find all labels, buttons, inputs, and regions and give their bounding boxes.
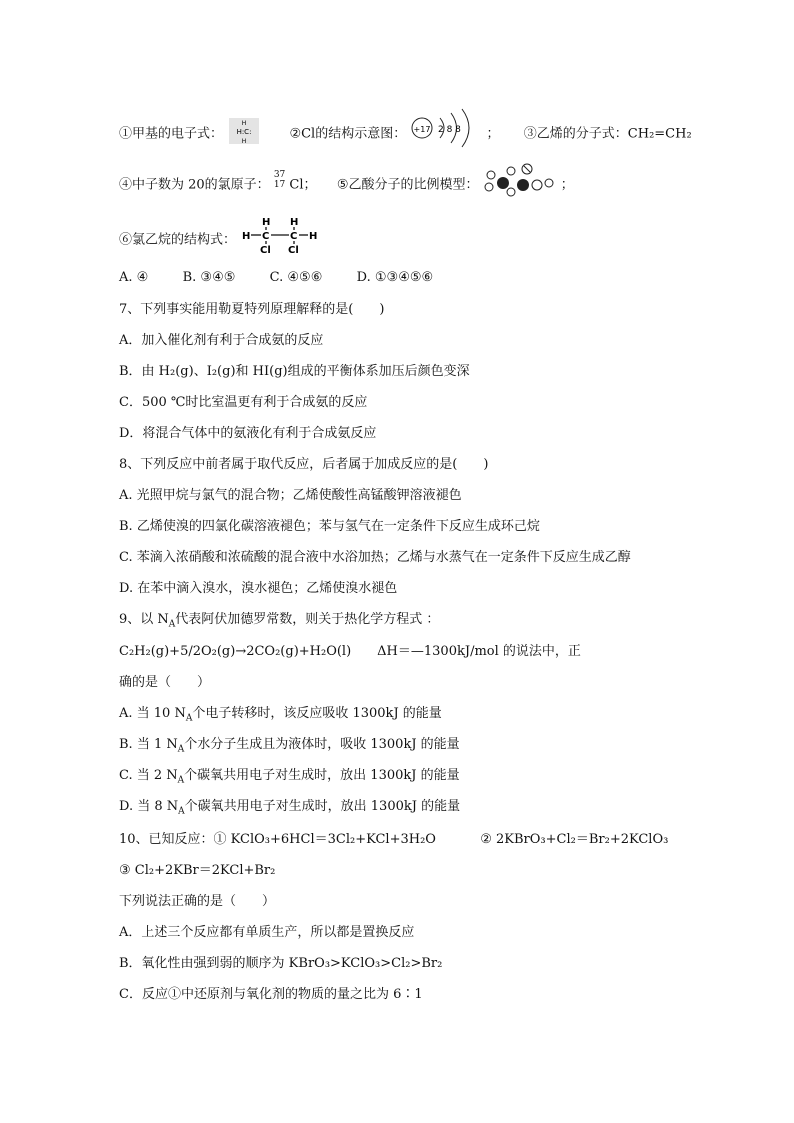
q6-row-1 — [119, 120, 692, 148]
svg-text:H: H — [290, 217, 299, 228]
isotope-mass-number: 37 — [273, 170, 286, 180]
q7-option-b: B．由 H₂(g)、I₂(g)和 HI(g)组成的平衡体系加压后颜色变深 — [119, 364, 470, 379]
q9-option-c — [119, 769, 460, 786]
methyl-electron-formula-figure — [227, 117, 261, 145]
q6-item2-label: ②Cl的结构示意图： — [289, 126, 407, 142]
cl-nucleus-charge: +17 — [413, 125, 431, 134]
q6-item1-label: ①甲基的电子式： — [119, 126, 224, 142]
cl-shell-electrons: 2 8 8 — [438, 125, 462, 135]
q10-option-b: B．氧化性由强到弱的顺序为 KBrO₃>KClO₃>Cl₂>Br₂ — [119, 956, 443, 971]
q9-option-d-part-b: 个碳氧共用电子对生成时，放出 1300kJ 的能量 — [184, 799, 461, 814]
isotope-notation — [274, 170, 285, 190]
isotope-atomic-number: 17 — [273, 180, 286, 190]
q10-reaction-3: ③ Cl₂+2KBr＝2KCl+Br₂ — [119, 863, 276, 878]
q9-option-c-subscript: A — [177, 775, 185, 786]
q7-stem: 7、下列事实能用勒夏特列原理解释的是( ) — [119, 302, 385, 317]
svg-text:H: H — [241, 120, 247, 127]
q9-option-d-subscript: A — [178, 806, 185, 817]
q7-option-a: A．加入催化剂有利于合成氨的反应 — [119, 333, 324, 348]
q6-item3: ③乙烯的分子式：CH₂=CH₂ — [523, 126, 692, 142]
q10-stem — [119, 833, 668, 846]
svg-text:Cl: Cl — [260, 245, 271, 254]
isotope-symbol: Cl； — [289, 177, 317, 193]
svg-text:Cl: Cl — [288, 245, 299, 254]
q8-stem: 8、下列反应中前者属于取代反应，后者属于加成反应的是( ) — [119, 457, 489, 472]
q9-option-d — [119, 800, 460, 817]
q9-option-b-part-a: B. 当 1 N — [119, 737, 178, 752]
q6-option-c: C. ④⑤⑥ — [269, 270, 323, 285]
q7-option-d: D．将混合气体中的氨液化有利于合成氨反应 — [119, 426, 377, 441]
q9-option-d-part-a: D. 当 8 N — [119, 799, 179, 814]
q9-option-a-subscript: A — [185, 713, 193, 724]
q10-prompt: 下列说法正确的是（ ） — [119, 894, 276, 909]
q9-stem — [119, 613, 439, 630]
svg-text:C: C — [262, 231, 270, 242]
q9-stem-subscript: A — [168, 619, 176, 630]
svg-text:H: H — [262, 217, 271, 228]
q8-option-c: C. 苯滴入浓硝酸和浓硫酸的混合液中水浴加热；乙烯与水蒸气在一定条件下反应生成乙醇 — [119, 550, 631, 565]
q9-option-b-part-b: 个水分子生成且为液体时，吸收 1300kJ 的能量 — [184, 737, 460, 752]
q6-row-3 — [119, 217, 320, 254]
q9-stem-part-b: 代表阿伏加德罗常数，则关于热化学方程式 ： — [175, 612, 440, 627]
q6-options — [119, 271, 433, 284]
q6-item6-label: ⑥氯乙烷的结构式： — [119, 232, 237, 248]
q9-option-b — [119, 738, 460, 755]
q8-option-a: A. 光照甲烷与氯气的混合物；乙烯使酸性高锰酸钾溶液褪色 — [119, 488, 462, 503]
q9-equation-continued: 确的是（ ） — [119, 675, 211, 690]
q9-equation: C₂H₂(g)+5/2O₂(g)→2CO₂(g)+H₂O(l) ΔH＝—1300kJ/mol 的说法中，正 — [119, 644, 581, 659]
svg-text:H: H — [241, 138, 247, 145]
q6-item5-end: ； — [560, 177, 574, 193]
q10-reaction-1: 10、已知反应：① KClO₃+6HCl＝3Cl₂+KCl+3H₂O — [119, 832, 436, 847]
chloroethane-structural-formula-figure — [240, 216, 320, 254]
q9-stem-part-a: 9、以 N — [119, 612, 169, 627]
svg-text:H: H — [242, 231, 251, 242]
svg-text:C: C — [290, 231, 298, 242]
q9-option-c-part-a: C. 当 2 N — [119, 768, 178, 783]
q6-row-2 — [119, 170, 574, 197]
q6-option-b: B. ③④⑤ — [182, 270, 236, 285]
svg-text:H: H — [309, 231, 318, 242]
q10-reaction-2: ② 2KBrO₃+Cl₂＝Br₂+2KClO₃ — [480, 832, 669, 847]
q9-option-b-subscript: A — [177, 744, 185, 755]
q6-item4-label: ④中子数为 20的氯原子： — [119, 177, 270, 193]
q6-option-a: A. ④ — [119, 270, 149, 285]
q9-option-a-part-a: A. 当 10 N — [119, 706, 186, 721]
q10-option-c: C．反应①中还原剂与氧化剂的物质的量之比为 6∶1 — [119, 987, 423, 1002]
q7-option-c: C．500 ℃时比室温更有利于合成氨的反应 — [119, 395, 368, 410]
q6-option-d: D. ①③④⑤⑥ — [356, 270, 434, 285]
q9-option-c-part-b: 个碳氧共用电子对生成时，放出 1300kJ 的能量 — [184, 768, 460, 783]
q6-item5-label: ⑤乙酸分子的比例模型： — [336, 177, 479, 193]
acetic-acid-model-figure — [483, 161, 557, 197]
q8-option-b: B. 乙烯使溴的四氯化碳溶液褪色；苯与氢气在一定条件下反应生成环己烷 — [119, 519, 540, 534]
q6-item2-end: ； — [486, 126, 500, 142]
q9-option-a — [119, 707, 442, 724]
q9-option-a-part-b: 个电子转移时，该反应吸收 1300kJ 的能量 — [192, 706, 442, 721]
q10-option-a: A．上述三个反应都有单质生产，所以都是置换反应 — [119, 925, 415, 940]
svg-text:H:C:: H:C: — [236, 128, 252, 136]
cl-atom-structure-figure — [410, 108, 482, 148]
q8-option-d: D. 在苯中滴入溴水，溴水褪色；乙烯使溴水褪色 — [119, 581, 398, 596]
